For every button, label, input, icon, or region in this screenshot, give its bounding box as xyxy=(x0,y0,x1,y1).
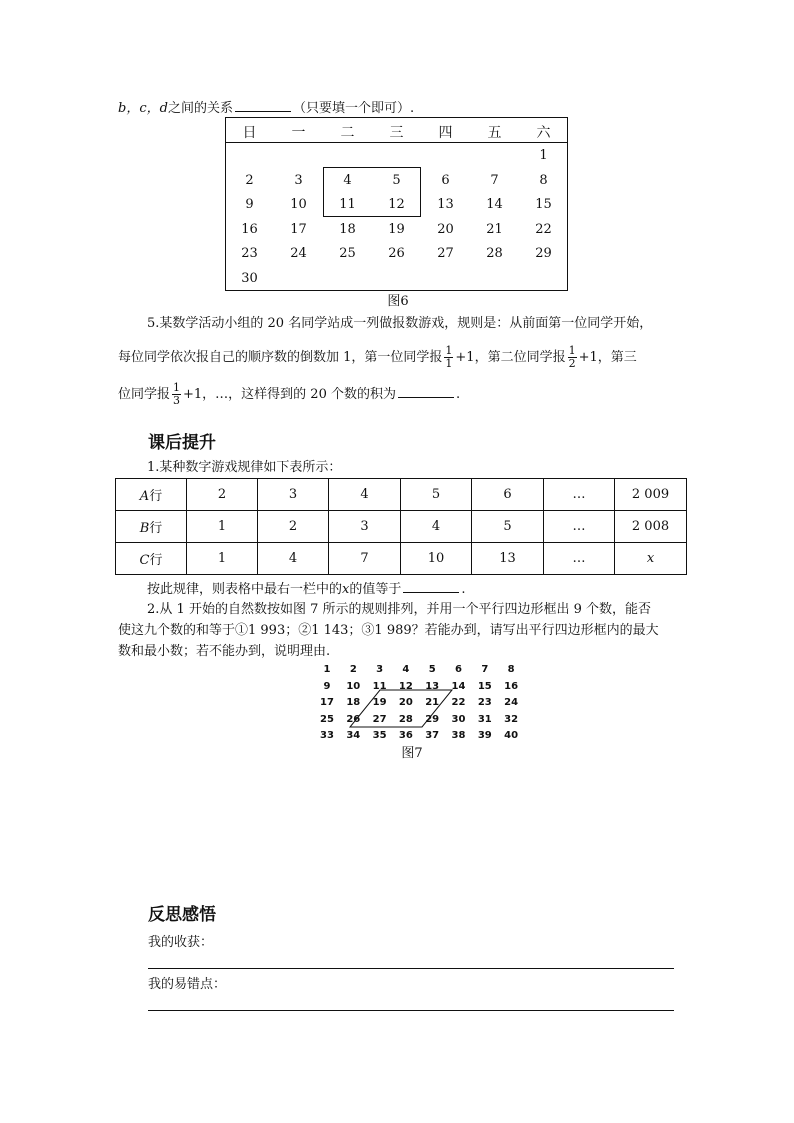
row-label-cell xyxy=(116,543,187,575)
figure6-caption: 图6 xyxy=(387,294,409,309)
calendar-day-cell: 10 xyxy=(290,197,307,212)
table-cell: 2 xyxy=(258,511,329,543)
problem5-line3-b: +1，…，这样得到的 20 个数的积为 xyxy=(183,387,396,402)
calendar-day-cell: 19 xyxy=(388,222,405,237)
calendar-day-cell: 26 xyxy=(388,246,405,261)
row-label-cell xyxy=(116,511,187,543)
table-cell: 4 xyxy=(401,511,472,543)
calendar-day-cell: 14 xyxy=(486,197,503,212)
grid-number: 39 xyxy=(477,730,492,741)
calendar-header-cell: 五 xyxy=(487,125,502,141)
table-cell: 5 xyxy=(472,511,544,543)
calendar-header-cell: 三 xyxy=(389,125,404,141)
grid-number: 24 xyxy=(504,697,519,708)
grid-number: 7 xyxy=(481,664,489,675)
fraction-1-over-3: $\frac{1}{3}$ xyxy=(173,381,181,407)
problem5-line2-a: 每位同学依次报自己的顺序数的倒数加 1，第一位同学报 xyxy=(118,350,443,365)
grid-number: 35 xyxy=(372,730,387,741)
table-cell: 2 008 xyxy=(615,511,687,543)
grid-number: 6 xyxy=(455,664,462,675)
calendar-day-cell: 8 xyxy=(539,173,548,188)
table-cell: 10 xyxy=(401,543,472,575)
row-label-text: 行 xyxy=(149,553,163,568)
grid-number: 28 xyxy=(398,713,413,725)
problem1-after-var: x xyxy=(342,582,350,597)
row-label-text: 行 xyxy=(149,521,163,536)
grid-number: 3 xyxy=(376,664,384,675)
calendar-day-cell: 24 xyxy=(290,246,307,261)
problem5-line3-a: 位同学报 xyxy=(118,387,171,402)
grid-number: 37 xyxy=(425,730,440,741)
table-cell: … xyxy=(544,511,615,543)
table-cell: … xyxy=(544,479,615,511)
calendar-day-cell: 18 xyxy=(339,222,356,237)
problem5-line3 xyxy=(118,380,460,410)
problem2-line1: 2.从 1 开始的自然数按如图 7 所示的规则排列，并用一个平行四边形框出 9 个数，能否 xyxy=(147,602,652,617)
problem1-after-b: 的值等于 xyxy=(349,582,402,597)
table-cell: 4 xyxy=(329,479,401,511)
table-cell: … xyxy=(544,543,615,575)
calendar-day-cell: 17 xyxy=(290,222,307,237)
problem1-intro: 1.某种数字游戏规律如下表所示： xyxy=(147,460,342,475)
problem5-line1: 5.某数学活动小组的 20 名同学站成一列做报数游戏，规则是：从前面第一位同学开始， xyxy=(147,316,653,331)
grid-number: 34 xyxy=(346,730,361,741)
calendar-day-cell: 13 xyxy=(437,197,454,212)
calendar-day-cell: 4 xyxy=(343,173,352,188)
table-cell: 7 xyxy=(329,543,401,575)
problem5-line2 xyxy=(118,343,637,373)
problem2-line3: 数和最小数；若不能办到，说明理由. xyxy=(118,644,331,659)
grid-number: 30 xyxy=(451,713,466,725)
table-cell: 4 xyxy=(258,543,329,575)
calendar-day-cell: 7 xyxy=(490,173,499,188)
intro-text: 之间的关系 xyxy=(167,101,233,116)
intro-tail: （只要填一个即可）. xyxy=(292,101,415,116)
calendar-day-cell: 27 xyxy=(437,246,454,261)
grid-number: 1 xyxy=(323,664,331,675)
problem2-line2: 使这九个数的和等于①1 993；②1 143；③1 989？若能办到，请写出平行四边形框内的最大 xyxy=(118,623,659,638)
calendar-day-cell: 12 xyxy=(388,197,405,212)
table-row xyxy=(116,511,687,543)
problem1-after xyxy=(147,580,466,598)
grid-number: 4 xyxy=(402,664,410,675)
answer-blank[interactable] xyxy=(403,580,459,593)
calendar-header-cell: 日 xyxy=(242,125,257,141)
grid-number: 15 xyxy=(477,680,492,692)
grid-number: 10 xyxy=(346,680,361,692)
calendar-day-cell: 15 xyxy=(535,197,552,212)
calendar-header-cell: 四 xyxy=(438,125,453,141)
problem5-line2-b: +1，第二位同学报 xyxy=(455,350,566,365)
table-cell: 3 xyxy=(329,511,401,543)
problem1-after-a: 按此规律，则表格中最右一栏中的 xyxy=(147,582,343,597)
parallelogram-frame xyxy=(320,660,490,740)
grid-number: 21 xyxy=(425,697,440,708)
game-table xyxy=(115,478,687,575)
calendar-day-cell: 30 xyxy=(241,271,258,286)
gain-answer-line[interactable] xyxy=(148,968,674,969)
problem5-line3-c: . xyxy=(456,387,461,402)
grid-number: 17 xyxy=(320,697,334,708)
answer-blank[interactable] xyxy=(398,385,454,398)
row-label-cell xyxy=(116,479,187,511)
grid-number: 8 xyxy=(507,664,515,675)
calendar-day-cell: 29 xyxy=(535,246,552,261)
row-label-var: B xyxy=(139,521,150,536)
section-title-after-class: 课后提升 xyxy=(148,433,216,453)
calendar-day-cell: 25 xyxy=(339,246,356,261)
fraction-1-over-2: $\frac{1}{2}$ xyxy=(568,344,576,370)
calendar-day-cell: 11 xyxy=(339,197,356,212)
intro-line xyxy=(118,99,414,117)
calendar-day-cell: 23 xyxy=(241,246,258,261)
grid-number: 27 xyxy=(372,713,387,725)
mistakes-label: 我的易错点： xyxy=(148,977,227,992)
grid-number: 38 xyxy=(451,730,466,741)
problem5-line2-c: +1，第三 xyxy=(578,350,637,365)
table-cell: 1 xyxy=(187,543,258,575)
grid-number: 11 xyxy=(372,680,387,692)
grid-number: 18 xyxy=(346,697,361,708)
calendar-day-cell: 2 xyxy=(245,173,254,188)
table-cell: 13 xyxy=(472,543,544,575)
calendar-day-cell: 9 xyxy=(245,197,254,212)
calendar-header-cell: 一 xyxy=(291,125,306,141)
calendar-day-cell: 6 xyxy=(441,173,450,188)
table-cell: 2 xyxy=(187,479,258,511)
grid-number: 40 xyxy=(504,730,519,741)
calendar-day-cell: 3 xyxy=(294,173,303,188)
table-cell: 1 xyxy=(187,511,258,543)
table-cell: 6 xyxy=(472,479,544,511)
grid-number: 23 xyxy=(477,697,492,708)
mistakes-answer-line[interactable] xyxy=(148,1010,674,1011)
calendar-day-cell: 21 xyxy=(486,222,503,237)
grid-number: 26 xyxy=(346,713,361,725)
grid-number: 32 xyxy=(504,713,519,725)
intro-vars: b，c，d xyxy=(118,101,168,116)
grid-number: 33 xyxy=(320,730,334,741)
grid-number: 16 xyxy=(504,680,519,692)
figure7-caption: 图7 xyxy=(401,746,423,761)
table-cell: x xyxy=(615,543,687,575)
calendar-day-cell: 20 xyxy=(437,222,454,237)
calendar-day-cell: 22 xyxy=(535,222,552,237)
answer-blank[interactable] xyxy=(235,99,291,112)
gain-label: 我的收获： xyxy=(148,935,214,950)
row-label-var: A xyxy=(139,489,150,504)
row-label-text: 行 xyxy=(149,489,163,504)
table-row xyxy=(116,479,687,511)
calendar-header-cell: 二 xyxy=(340,125,355,141)
grid-number: 25 xyxy=(320,713,334,725)
calendar-day-cell: 1 xyxy=(539,148,548,163)
calendar-day-cell: 16 xyxy=(241,222,258,237)
calendar-header-cell: 六 xyxy=(536,125,551,141)
grid-number: 13 xyxy=(425,680,440,692)
grid-number: 5 xyxy=(428,664,436,675)
grid-number: 9 xyxy=(323,680,331,692)
calendar-header-divider xyxy=(225,142,568,143)
row-label-var: C xyxy=(139,553,150,568)
section-title-reflection: 反思感悟 xyxy=(148,905,216,925)
grid-number: 31 xyxy=(477,713,492,725)
grid-number: 29 xyxy=(425,713,440,725)
grid-number: 19 xyxy=(372,697,387,708)
table-cell: 3 xyxy=(258,479,329,511)
table-cell: 5 xyxy=(401,479,472,511)
grid-number: 20 xyxy=(398,697,413,708)
calendar-day-cell: 28 xyxy=(486,246,503,261)
grid-number: 36 xyxy=(398,730,413,741)
problem1-after-c: . xyxy=(461,582,466,597)
table-cell: 2 009 xyxy=(615,479,687,511)
fraction-1-over-1: $\frac{1}{1}$ xyxy=(445,344,453,370)
grid-number: 14 xyxy=(451,680,466,692)
calendar-day-cell: 5 xyxy=(392,173,401,188)
grid-number: 2 xyxy=(349,664,357,675)
grid-number: 22 xyxy=(451,697,466,708)
table-row xyxy=(116,543,687,575)
grid-number: 12 xyxy=(398,680,413,692)
